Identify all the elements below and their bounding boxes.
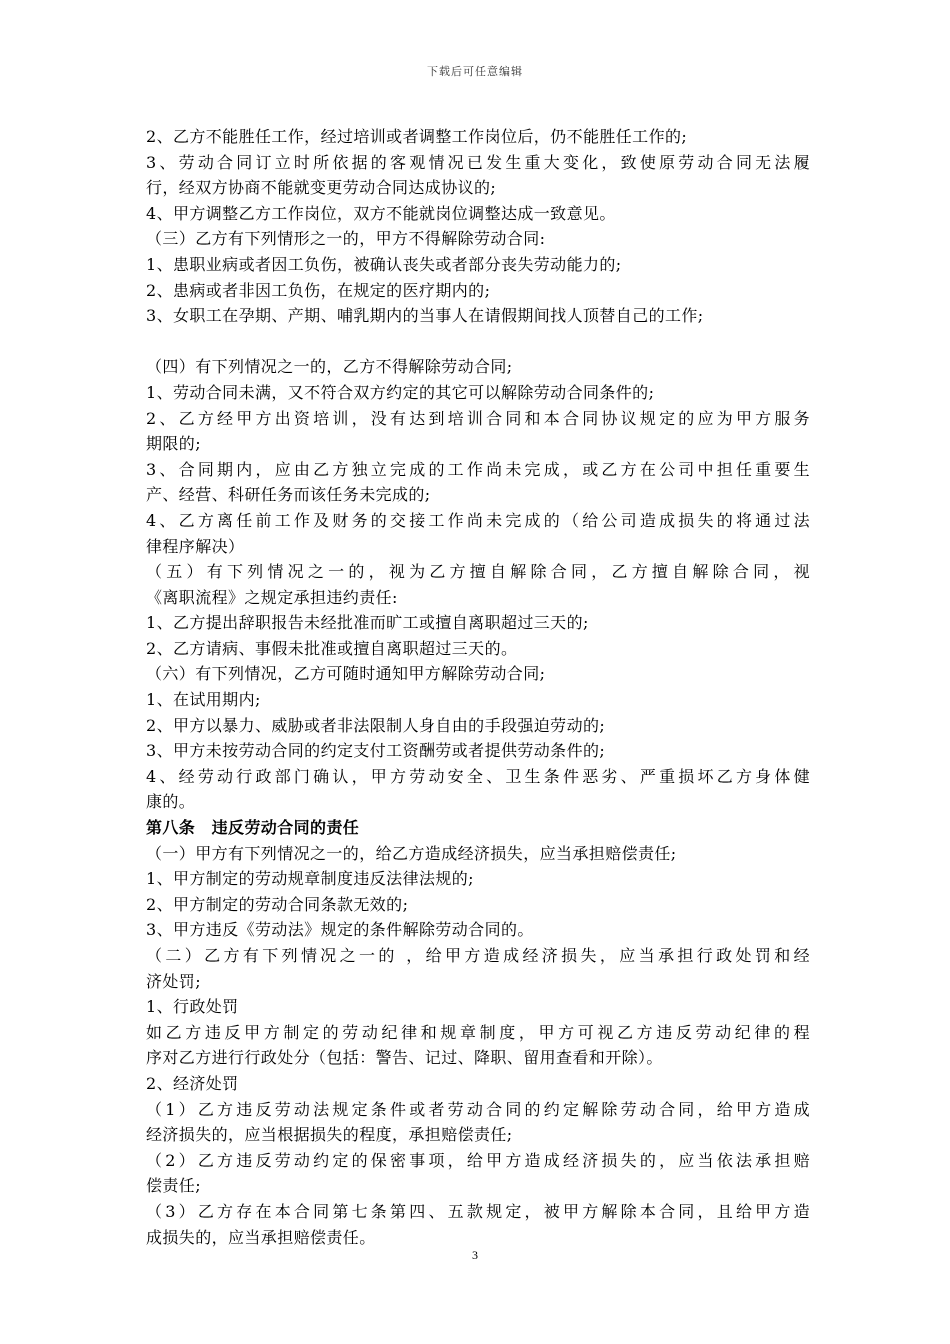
- text-line: （四）有下列情况之一的，乙方不得解除劳动合同;: [146, 357, 513, 377]
- text-line: 2、甲方以暴力、威胁或者非法限制人身自由的手段强迫劳动的;: [146, 715, 606, 735]
- text-line: 行，经双方协商不能就变更劳动合同达成协议的;: [146, 178, 497, 198]
- text-line: 期限的;: [146, 434, 201, 454]
- text-line: 2、乙方经甲方出资培训，没有达到培训合同和本合同协议规定的应为甲方服务: [146, 408, 810, 428]
- text-line: 2、甲方制定的劳动合同条款无效的;: [146, 894, 409, 914]
- text-line: 1、行政处罚: [146, 997, 239, 1017]
- text-line: 产、经营、科研任务而该任务未完成的;: [146, 485, 431, 505]
- text-line: 康的。: [146, 792, 196, 812]
- text-line: 3、女职工在孕期、产期、哺乳期内的当事人在请假期间找人顶替自己的工作;: [146, 306, 704, 326]
- document-body: [146, 124, 810, 1250]
- text-line: 2、乙方请病、事假未批准或擅自离职超过三天的。: [146, 638, 518, 658]
- text-line: （五）有下列情况之一的，视为乙方擅自解除合同，乙方擅自解除合同，视: [146, 562, 810, 582]
- text-line: 如乙方违反甲方制定的劳动纪律和规章制度，甲方可视乙方违反劳动纪律的程: [146, 1022, 810, 1042]
- section-heading: 第八条 违反劳动合同的责任: [146, 818, 360, 838]
- text-line: 经济损失的，应当根据损失的程度，承担赔偿责任;: [146, 1125, 513, 1145]
- text-line: 1、劳动合同未满，又不符合双方约定的其它可以解除劳动合同条件的;: [146, 382, 655, 402]
- text-line: 律程序解决）: [146, 536, 245, 556]
- text-line: （一）甲方有下列情况之一的，给乙方造成经济损失，应当承担赔偿责任;: [146, 843, 677, 863]
- text-line: 2、乙方不能胜任工作，经过培训或者调整工作岗位后，仍不能胜任工作的;: [146, 127, 688, 146]
- text-line: （2）乙方违反劳动约定的保密事项，给甲方造成经济损失的，应当依法承担赔: [146, 1150, 810, 1170]
- text-line: 3、甲方违反《劳动法》规定的条件解除劳动合同的。: [146, 920, 534, 940]
- text-line: 2、患病或者非因工负伤，在规定的医疗期内的;: [146, 280, 491, 300]
- text-line: 4、经劳动行政部门确认，甲方劳动安全、卫生条件恶劣、严重损坏乙方身体健: [146, 766, 810, 786]
- text-line: （二）乙方有下列情况之一的 ，给甲方造成经济损失，应当承担行政处罚和经: [146, 946, 810, 965]
- text-line: 4、乙方离任前工作及财务的交接工作尚未完成的（给公司造成损失的将通过法: [146, 510, 810, 530]
- text-line: 1、患职业病或者因工负伤，被确认丧失或者部分丧失劳动能力的;: [146, 254, 622, 274]
- text-line: 1、乙方提出辞职报告未经批准而旷工或擅自离职超过三天的;: [146, 613, 589, 633]
- text-line: 济处罚;: [146, 971, 201, 991]
- text-line: （1）乙方违反劳动法规定条件或者劳动合同的约定解除劳动合同，给甲方造成: [146, 1099, 810, 1119]
- text-line: 2、经济处罚: [146, 1073, 239, 1093]
- text-line: （三）乙方有下列情形之一的，甲方不得解除劳动合同:: [146, 229, 546, 249]
- text-line: （3）乙方存在本合同第七条第四、五款规定，被甲方解除本合同，且给甲方造: [146, 1201, 810, 1221]
- blank-line: [146, 329, 810, 355]
- page-number: 3: [472, 1248, 478, 1262]
- text-line: 3、合同期内，应由乙方独立完成的工作尚未完成，或乙方在公司中担任重要生: [146, 459, 810, 479]
- text-line: 偿责任;: [146, 1176, 201, 1196]
- text-line: 3、甲方未按劳动合同的约定支付工资酬劳或者提供劳动条件的;: [146, 741, 606, 761]
- text-line: 序对乙方进行行政处分（包括：警告、记过、降职、留用查看和开除）。: [146, 1048, 663, 1068]
- text-line: 3、劳动合同订立时所依据的客观情况已发生重大变化，致使原劳动合同无法履: [146, 152, 810, 172]
- text-line: 4、甲方调整乙方工作岗位，双方不能就岗位调整达成一致意见。: [146, 203, 616, 223]
- page-header: 下载后可任意编辑: [427, 65, 523, 78]
- text-line: 成损失的，应当承担赔偿责任。: [146, 1227, 376, 1247]
- text-line: 1、甲方制定的劳动规章制度违反法律法规的;: [146, 869, 474, 889]
- text-line: 《离职流程》之规定承担违约责任:: [146, 587, 398, 607]
- text-line: （六）有下列情况，乙方可随时通知甲方解除劳动合同;: [146, 664, 546, 684]
- text-line: 1、在试用期内;: [146, 690, 261, 710]
